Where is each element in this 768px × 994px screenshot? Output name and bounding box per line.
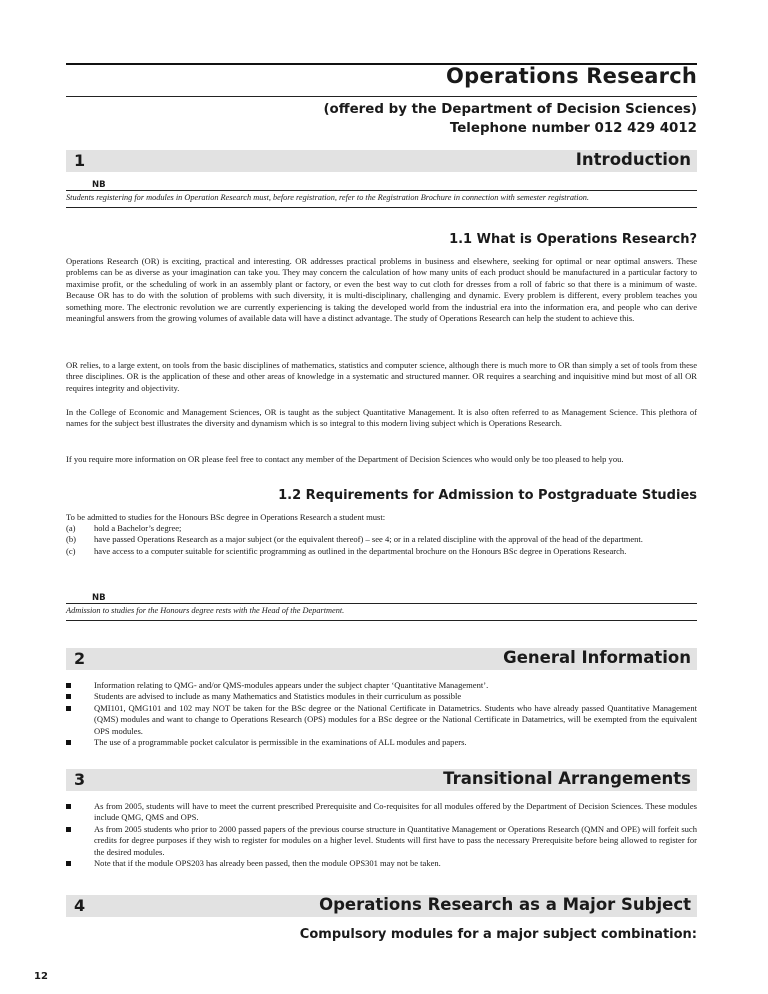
list-item	[66, 523, 697, 534]
list-marker: (c)	[66, 545, 76, 556]
list-item-text: QMI101, QMG101 and 102 may NOT be taken for the BSc degree or the National Certificate in Datametrics. Students who have already passed Quantitative Management (QMS) modules and want to change to Operations Research (OPS) modules for a BSc degree or the National Certificate in Datametrics, will be exempted from the equivalent OPS modules.	[94, 702, 697, 736]
transitional-list	[66, 801, 697, 869]
nb-text: Admission to studies for the Honours degree rests with the Head of the Department.	[66, 606, 345, 615]
paragraph: Operations Research (OR) is exciting, practical and interesting. OR addresses practical problems in business and elsewhere, seeking for optimal or near optimal answers. These problems can be as diverse as your imagination can take you. They may concern the calculation of how many units of each product should be manufactured in a particular factory to maximise profit, or the scheduling of work in an assembly plant or factory, or even the best way to cut cloth for dresses from a roll of fabric so that there is a minimum of waste. Because OR has to do with the solution of problems with such diversity, it is multi-disciplinary, challenging and dynamic. Every problem is different, every problem teaches you something more. The electronic revolution we are currently experiencing is taking the developed world from the industrial era into the information era, and people who can derive meaningful answers from the growing volumes of available data will have a distinct advantage. The study of Operations Research can help the student to achieve this.	[66, 256, 697, 324]
list-item	[66, 703, 697, 737]
title-rule	[66, 96, 697, 97]
section-title: Introduction	[575, 150, 691, 169]
list-item	[66, 824, 697, 858]
list-item-text: Information relating to QMG- and/or QMS-modules appears under the subject chapter ‘Quantitative Management’.	[94, 680, 489, 690]
list-marker: (a)	[66, 523, 76, 533]
section-title: Operations Research as a Major Subject	[319, 895, 691, 914]
nb-bottom-rule	[66, 620, 697, 621]
bullet-square-icon	[66, 694, 71, 699]
section-3-header	[66, 769, 697, 791]
list-item	[66, 801, 697, 824]
list-item	[66, 737, 697, 748]
bullet-square-icon	[66, 740, 71, 745]
section-1-header	[66, 150, 697, 172]
list-item-text: hold a Bachelor’s degree;	[94, 523, 182, 533]
list-item	[66, 546, 697, 557]
list-item-text: Students are advised to include as many Mathematics and Statistics modules in their curriculum as possible	[94, 691, 462, 702]
list-item	[66, 534, 697, 545]
page-number: 12	[34, 971, 48, 982]
paragraph: If you require more information on OR please feel free to contact any member of the Department of Decision Sciences who would only be too pleased to help you.	[66, 454, 624, 464]
bullet-square-icon	[66, 804, 71, 809]
requirements-intro: To be admitted to studies for the Honours BSc degree in Operations Research a student must:	[66, 512, 386, 522]
page-title: Operations Research	[446, 64, 697, 88]
section-number: 1	[74, 151, 86, 170]
telephone-line: Telephone number 012 429 4012	[449, 121, 697, 136]
subsection-title: 1.2 Requirements for Admission to Postgraduate Studies	[278, 488, 697, 503]
bullet-square-icon	[66, 683, 71, 688]
section-number: 4	[74, 896, 86, 915]
section-number: 3	[74, 770, 86, 789]
list-item-text: As from 2005 students who prior to 2000 passed papers of the previous course structure in Quantitative Management or Operations Research (QMN and OPE) will forfeit such credits for degree purposes if they wish to register for modules on a higher level. Students will first have to pass the necessary Prerequisite before being allowed to register for the desired modules.	[94, 823, 697, 857]
list-item-text: As from 2005, students will have to meet the current prescribed Prerequisite and Co-requisites for all modules offered by the Department of Decision Sciences. These modules include QMG, QMS and OPS.	[94, 801, 697, 823]
list-item-text: Note that if the module OPS203 has already been passed, then the module OPS301 may not be taken.	[94, 858, 441, 869]
nb-label: NB	[92, 180, 106, 190]
list-item-text: The use of a programmable pocket calculator is permissible in the examinations of ALL modules and papers.	[94, 737, 467, 748]
section-2-header	[66, 648, 697, 670]
list-marker: (b)	[66, 534, 76, 545]
nb-note	[66, 180, 697, 202]
section-title: Transitional Arrangements	[443, 769, 691, 788]
nb-text: Students registering for modules in Operation Research must, before registration, refer to the Registration Brochure in connection with semester registration.	[66, 193, 589, 202]
department-line: (offered by the Department of Decision Sciences)	[323, 102, 697, 117]
list-item-text: have access to a computer suitable for scientific programming as outlined in the departmental brochure on the Honours BSc degree in Operations Research.	[94, 545, 627, 556]
list-item	[66, 691, 697, 702]
list-item	[66, 680, 697, 691]
nb-note	[66, 593, 697, 615]
compulsory-modules-heading: Compulsory modules for a major subject combination:	[299, 927, 697, 942]
paragraph: In the College of Economic and Management Sciences, OR is taught as the subject Quantitative Management. It is also often referred to as Management Science. This plethora of names for the subject best illustrates the diversity and dynamism which is so integral to this modern living subject which is Operations Research.	[66, 407, 697, 429]
list-item	[66, 858, 697, 869]
requirements-list	[66, 523, 697, 557]
nb-bottom-rule	[66, 207, 697, 208]
subsection-title: 1.1 What is Operations Research?	[449, 232, 697, 247]
section-number: 2	[74, 649, 86, 668]
bullet-square-icon	[66, 827, 71, 832]
list-item-text: have passed Operations Research as a major subject (or the equivalent thereof) – see 4; or in a related discipline with the approval of the head of the department.	[94, 534, 643, 545]
general-info-list	[66, 680, 697, 748]
section-4-header	[66, 895, 697, 917]
section-title: General Information	[503, 648, 691, 667]
paragraph: OR relies, to a large extent, on tools from the basic disciplines of mathematics, statistics and computer science, although there is much more to OR than simply a set of tools from these three disciplines. OR is the application of these and other areas of knowledge in a systematic and structured manner. OR requires a searching and inquisitive mind but most of all OR requires integrity and objectivity.	[66, 360, 697, 393]
bullet-square-icon	[66, 706, 71, 711]
bullet-square-icon	[66, 861, 71, 866]
nb-label: NB	[92, 593, 106, 603]
